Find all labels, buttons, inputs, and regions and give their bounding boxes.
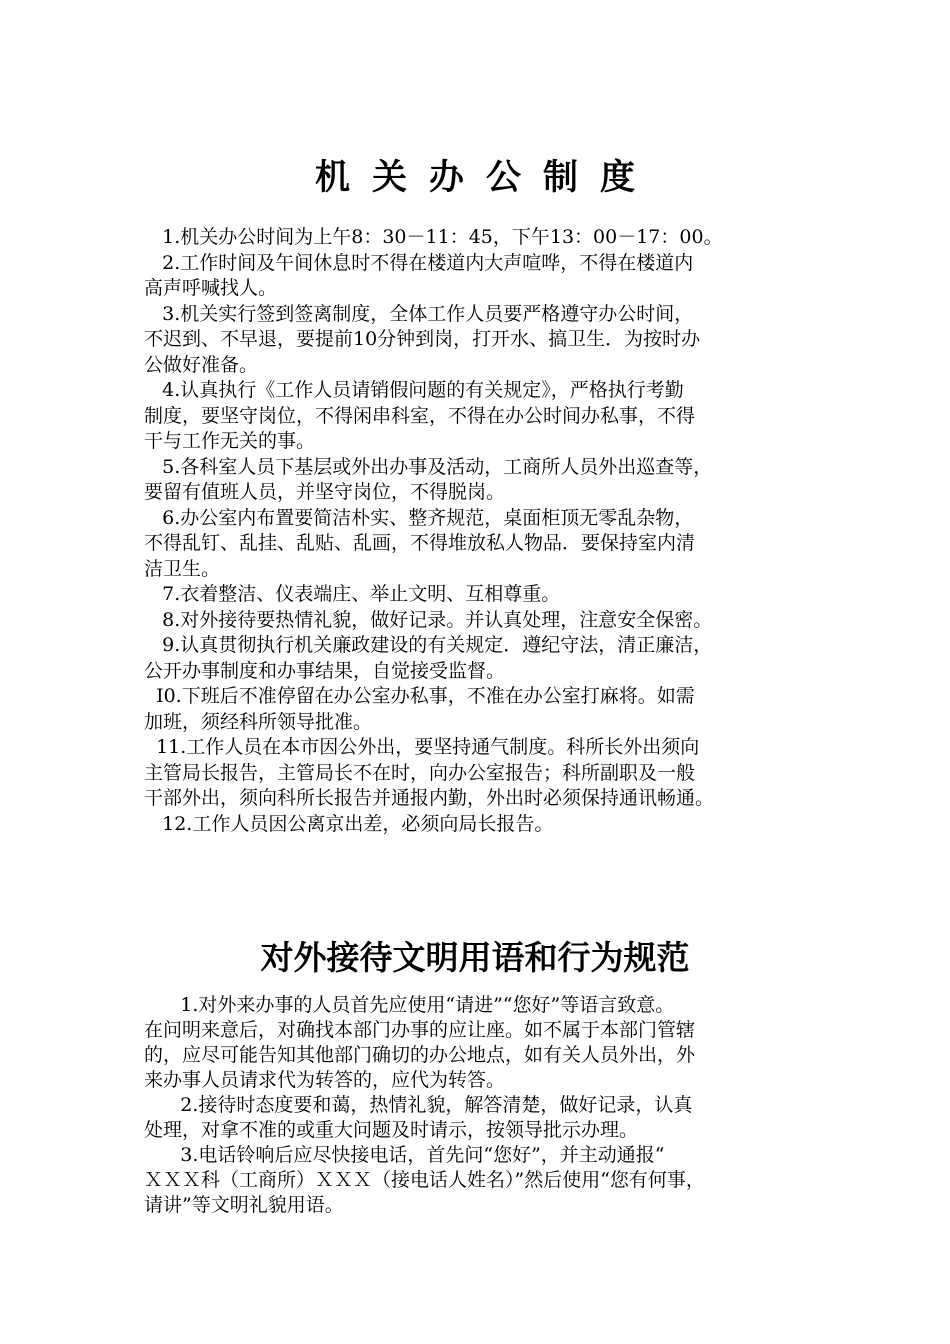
text-line: 3.电话铃响后应尽快接电话，首先问“您好”，并主动通报“: [144, 1144, 665, 1166]
text-line: 1.机关办公时间为上午8：30－11：45，下午13：00－17：00。: [144, 226, 723, 248]
text-line: 请讲”等文明礼貌用语。: [144, 1194, 344, 1216]
text-line: 加班，须经科所领导批准。: [144, 710, 373, 733]
text-line: ＸＸＸ科（工商所）ＸＸＸ（接电话人姓名）”然后使用“您有何事，: [144, 1169, 705, 1191]
text-line: 2.工作时间及午间休息时不得在楼道内大声喧哗，不得在楼道内: [144, 251, 694, 274]
text-line: 5.各科室人员下基层或外出办事及活动，工商所人员外出巡查等，: [144, 455, 713, 478]
text-line: 6.办公室内布置要简洁朴实、整齐规范，桌面柜顶无零乱杂物，: [144, 506, 694, 529]
text-line: 处理，对拿不准的或重大问题及时请示，按领导批示办理。: [144, 1119, 639, 1141]
office-rules-body: [144, 225, 832, 837]
document-title-reception-norms: 对外接待文明用语和行为规范: [260, 938, 690, 977]
text-line: I0.下班后不准停留在办公室办私事，不准在办公室打麻将。如需: [144, 685, 695, 707]
text-line: 公做好准备。: [144, 353, 259, 376]
text-line: 4.认真执行《工作人员请销假问题的有关规定》，严格执行考勤: [144, 379, 684, 401]
text-line: 的，应尽可能告知其他部门确切的办公地点，如有关人员外出，外: [144, 1044, 696, 1066]
text-line: 2.接待时态度要和蔼，热情礼貌，解答清楚，做好记录，认真: [144, 1094, 693, 1116]
text-line: 洁卫生。: [144, 557, 221, 580]
text-line: 不迟到、不早退，要提前10分钟到岗，打开水、搞卫生．为按时办: [144, 328, 701, 350]
text-line: 3.机关实行签到签离制度，全体工作人员要严格遵守办公时间，: [144, 302, 694, 325]
document-title-office-rules: 机关办公制度: [314, 158, 657, 198]
text-line: 在问明来意后，对确找本部门办事的应让座。如不属于本部门管辖: [144, 1019, 696, 1041]
text-line: 8.对外接待要热情礼貌，做好记录。并认真处理，注意安全保密。: [144, 608, 713, 631]
text-line: 干部外出，须向科所长报告并通报内勤，外出时必须保持通讯畅通。: [144, 787, 715, 809]
text-line: 公开办事制度和办事结果，自觉接受监督。: [144, 659, 506, 682]
text-line: 来办事人员请求代为转答的，应代为转答。: [144, 1069, 506, 1091]
text-line: 不得乱钉、乱挂、乱贴、乱画，不得堆放私人物品．要保持室内清: [144, 532, 696, 554]
text-line: 高声呼喊找人。: [144, 277, 278, 299]
text-line: 要留有值班人员，并坚守岗位，不得脱岗。: [144, 481, 506, 503]
text-line: 主管局长报告，主管局长不在时，向办公室报告；科所副职及一般: [144, 761, 696, 784]
text-line: 12.工作人员因公离京出差，必须向局长报告。: [144, 812, 554, 835]
text-line: 9.认真贯彻执行机关廉政建设的有关规定．遵纪守法，清正廉洁，: [144, 634, 713, 656]
text-line: 干与工作无关的事。: [144, 430, 316, 452]
text-line: 制度，要坚守岗位，不得闲串科室，不得在办公时间办私事，不得: [144, 404, 696, 427]
reception-norms-body: [144, 993, 832, 1218]
text-line: 7.衣着整洁、仪表端庄、举止文明、互相尊重。: [144, 583, 561, 605]
text-line: 11.工作人员在本市因公外出，要坚持通气制度。科所长外出须向: [144, 736, 700, 758]
text-line: 1.对外来办事的人员首先应使用“请进”“您好”等语言致意。: [144, 994, 675, 1016]
